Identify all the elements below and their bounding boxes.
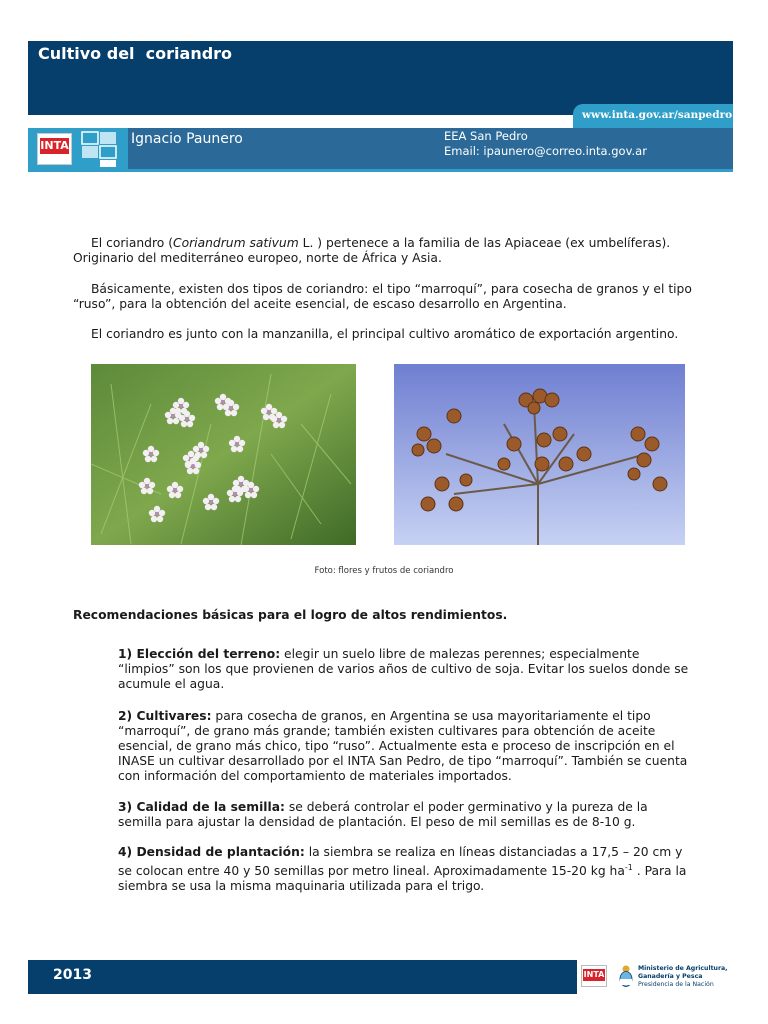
ministry-line-2: Ganadería y Pesca	[638, 973, 703, 980]
author-name: Ignacio Paunero	[131, 131, 243, 147]
species-name: Coriandrum sativum	[173, 236, 299, 250]
intro-paragraph-3	[73, 327, 713, 342]
item-label: 2) Cultivares:	[118, 709, 212, 723]
ministry-block	[638, 965, 728, 989]
item-text: para cosecha de granos, en Argentina se usa mayoritariamente el tipo “marroquí”, de grano más grande; también existen cultivares para obtención de aceite esencial, de grano más chico, tipo “ruso”. Actualmente esta e proceso de inscripción en el INASE un cultivar desarrollado por el INTA San Pedro, de tipo “marroquí”. También se cuenta con información del comportamiento de materiales importados.	[118, 709, 688, 783]
section-heading: Recomendaciones básicas para el logro de altos rendimientos.	[73, 608, 508, 622]
item-text: . Para la siembra se usa la misma maquinaria utilizada para el trigo.	[118, 864, 687, 894]
recommendation-item-4	[118, 845, 693, 894]
footer-year: 2013	[53, 967, 92, 983]
coriander-flowers-photo	[91, 364, 356, 545]
unit-superscript: -1	[624, 863, 633, 872]
grid-pattern-icon	[80, 130, 124, 168]
intro-paragraph-1	[73, 236, 713, 266]
item-text: la siembra se realiza en líneas distanciadas a 17,5 – 20 cm y se colocan entre 40 y 50 semillas por metro lineal. Aproximadamente 15-20 kg ha	[118, 845, 683, 879]
intro-text: El coriandro (	[91, 236, 174, 250]
intro-text: El coriandro es junto con la manzanilla, el principal cultivo aromático de exportación argentino.	[91, 327, 679, 341]
intro-text: Básicamente, existen dos tipos de coriandro: el tipo “marroquí”, para cosecha de granos y el tipo “ruso”, para la obtención del aceite esencial, de escaso desarrollo en Argentina.	[73, 282, 692, 311]
recommendation-item-3	[118, 800, 693, 830]
station-name: EEA San Pedro	[444, 129, 528, 143]
figure-caption: Foto: flores y frutos de coriandro	[314, 566, 454, 576]
intro-text: L. ) pertenece a la familia de las Apiaceae (ex umbelíferas). Originario del mediterráneo europeo, norte de África y Asia.	[73, 236, 671, 265]
recommendation-item-1	[118, 647, 693, 692]
intro-paragraph-2	[73, 282, 713, 312]
national-crest-icon	[618, 964, 634, 988]
ministry-line-1: Ministerio de Agricultura,	[638, 965, 728, 972]
footer-inta-logo-text: INTA	[583, 970, 605, 979]
document-title: Cultivo del coriandro	[38, 44, 233, 63]
ministry-line-3: Presidencia de la Nación	[638, 981, 714, 988]
item-label: 3) Calidad de la semilla:	[118, 800, 285, 814]
header-divider	[28, 169, 733, 172]
contact-email[interactable]: Email: ipaunero@correo.inta.gov.ar	[444, 144, 647, 158]
coriander-fruits-photo	[394, 364, 685, 545]
recommendation-item-2	[118, 709, 693, 784]
item-text: se deberá controlar el poder germinativo y la pureza de la semilla para ajustar la densidad de plantación. El peso de mil semillas es de 8-10 g.	[118, 800, 648, 829]
contact-block	[444, 129, 647, 159]
website-link[interactable]: www.inta.gov.ar/sanpedro	[582, 109, 733, 121]
item-label: 1) Elección del terreno:	[118, 647, 281, 661]
inta-logo-text: INTA	[40, 139, 69, 152]
item-label: 4) Densidad de plantación:	[118, 845, 305, 859]
item-text: elegir un suelo libre de malezas perennes; especialmente “limpios” son los que provienen de varios años de cultivo de soja. Evitar los suelos donde se acumule el agua.	[118, 647, 689, 691]
